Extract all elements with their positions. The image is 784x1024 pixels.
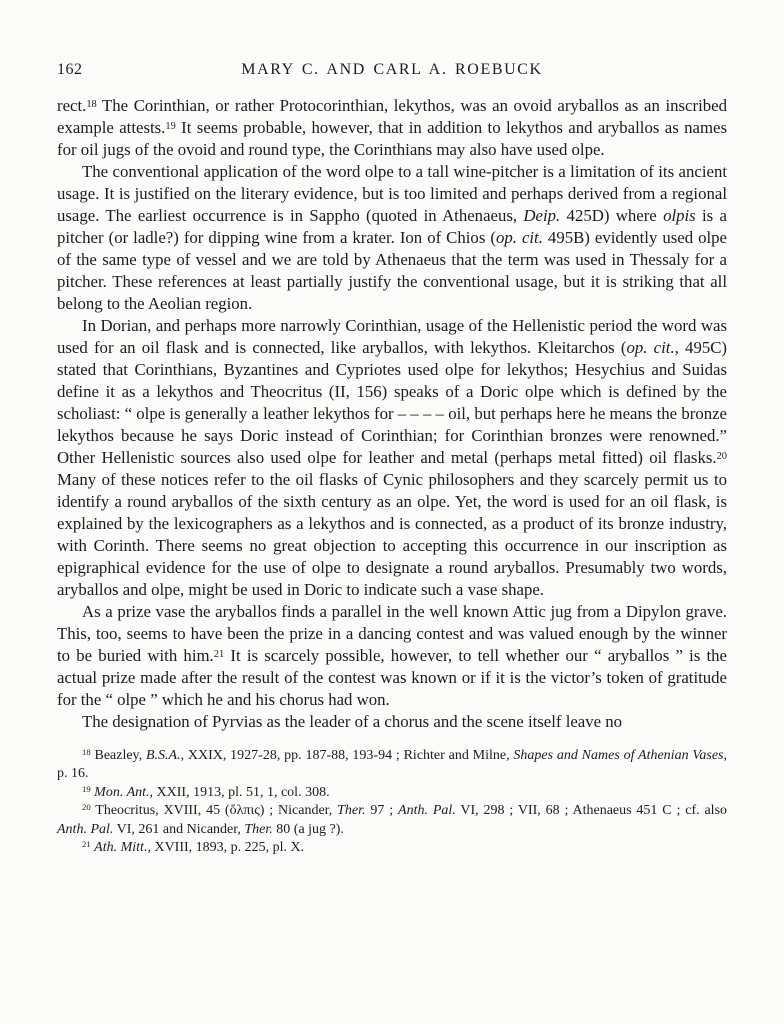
article-body bbox=[57, 95, 727, 733]
footnote-20: $^{20}$ Theocritus, XVIII, 45 (ὄλπις) ; Nicander, Ther. 97 ; Anth. Pal. VI, 298 ; VII, 68 ; Athenaeus 451 C ; cf. also Anth. Pal. VI, 261 and Nicander, Ther. 80 (a jug ?). bbox=[57, 802, 728, 837]
footnote-18: $^{18}$ Beazley, B.S.A., XXIX, 1927-28, pp. 187-88, 193-94 ; Richter and Milne, Shapes and Names of Athenian Vases, p. 16. bbox=[57, 747, 727, 782]
footnotes-section bbox=[57, 747, 727, 857]
journal-page bbox=[57, 0, 727, 857]
running-head-authors: MARY C. AND CARL A. ROEBUCK bbox=[241, 61, 543, 78]
footnote-21: $^{21}$ Ath. Mitt., XVIII, 1893, p. 225, pl. X. bbox=[82, 839, 305, 856]
paragraph-4: As a prize vase the aryballos finds a parallel in the well known Attic jug from a Dipylon grave. This, too, seems to have been the prize in a dancing contest and was valued enough by the winner to be buried with him.$^{21}$ It is scarcely possible, however, to tell whether our “ aryballos ” is the actual prize made after the result of the contest was known or if it is the victor’s token of gratitude for the “ olpe ” which he and his chorus had won. bbox=[57, 602, 728, 709]
paragraph-1: rect.$^{18}$ The Corinthian, or rather Protocorinthian, lekythos, was an ovoid aryballos as an inscribed example attests.$^{19}$ It seems probable, however, that in addition to lekythos and aryballos as names for oil jugs of the ovoid and round type, the Corinthians may also have used olpe. bbox=[57, 96, 727, 159]
page-number: 162 bbox=[57, 61, 83, 78]
paragraph-3: In Dorian, and perhaps more narrowly Corinthian, usage of the Hellenistic period the word was used for an oil flask and is connected, like aryballos, with lekythos. Kleitarchos (op. cit., 495C) stated that Corinthians, Byzantines and Cypriotes used olpe for lekythos; Hesychius and Suidas define it as a lekythos and Theocritus (II, 156) speaks of a Doric olpe which is defined by the scholiast: “ olpe is generally a leather lekythos for – – – – oil, but perhaps here he means the bronze lekythos because he says Doric instead of Corinthian; for Corinthian bronzes were renowned.” Other Hellenistic sources also used olpe for leather and metal (perhaps metal fitted) oil flasks.$^{20}$ Many of these notices refer to the oil flasks of Cynic philosophers and they scarcely permit us to identify a round aryballos of the sixth century as an olpe. Yet, the word is used for an oil flask, is explained by the lexicographers as a lekythos and is connected, as a product of its bronze industry, with Corinth. There seems no great objection to accepting this occurrence in our inscription as epigraphical evidence for the use of olpe to designate a round aryballos. Presumably two words, aryballos and olpe, might be used in Doric to indicate such a vase shape. bbox=[57, 316, 728, 599]
paragraph-5: The designation of Pyrvias as the leader of a chorus and the scene itself leave no bbox=[82, 712, 623, 731]
paragraph-2: The conventional application of the word olpe to a tall wine-pitcher is a limitation of its ancient usage. It is justified on the literary evidence, but is too limited and perhaps derived from a regional usage. The earliest occurrence is in Sappho (quoted in Athenaeus, Deip. 425D) where olpis is a pitcher (or ladle?) for dipping wine from a krater. Ion of Chios (op. cit. 495B) evidently used olpe of the same type of vessel and we are told by Athenaeus that the term was used in Thessaly for a pitcher. These references at least partially justify the conventional usage, but it is striking that all belong to the Aeolian region. bbox=[57, 162, 728, 313]
footnote-19: $^{19}$ Mon. Ant., XXII, 1913, pl. 51, 1, col. 308. bbox=[82, 783, 330, 800]
running-header bbox=[57, 60, 727, 80]
